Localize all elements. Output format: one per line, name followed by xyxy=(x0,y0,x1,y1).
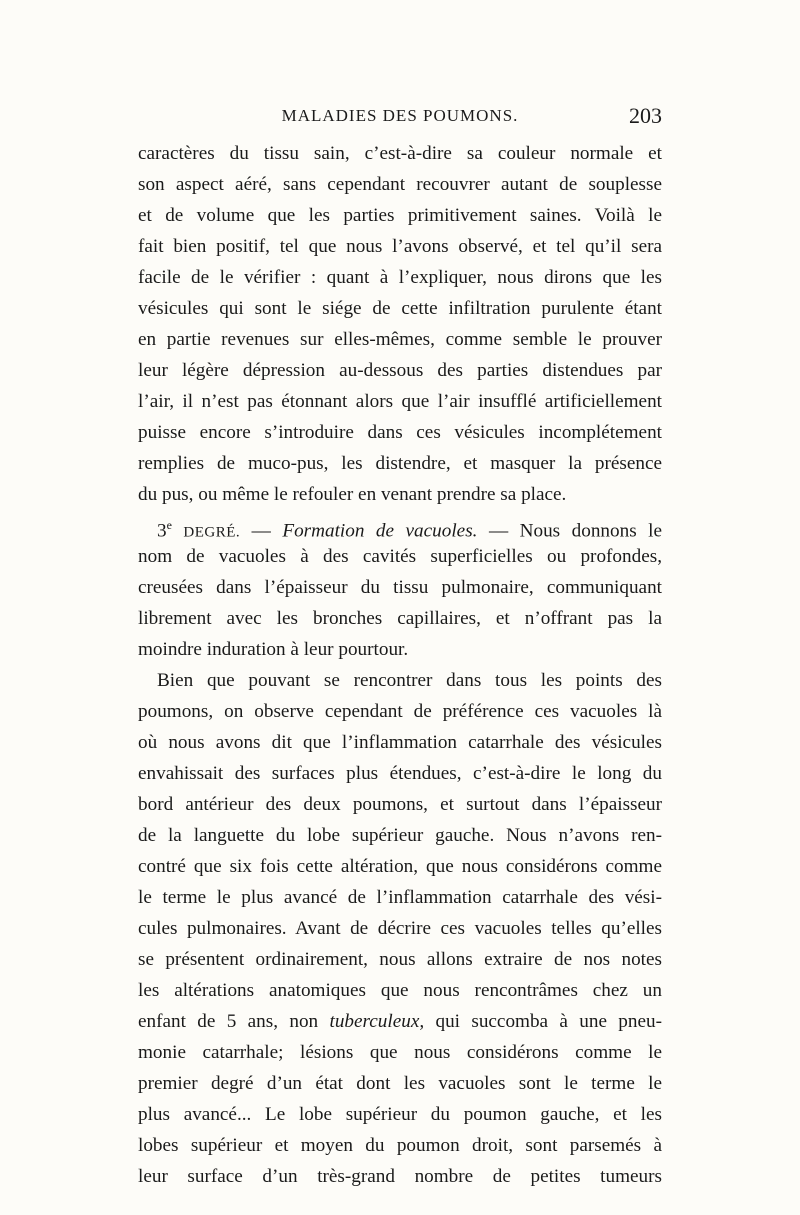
text-line: creusées dans l’épaisseur du tissu pulmonaire, communiquant xyxy=(138,577,662,598)
text-line: caractères du tissu sain, c’est-à-dire sa couleur normale et xyxy=(138,143,662,164)
text-line: librement avec les bronches capillaires, et n’offrant pas la xyxy=(138,608,662,629)
text-line: son aspect aéré, sans cependant recouvrer autant de souplesse xyxy=(138,174,662,195)
text-line: bord antérieur des deux poumons, et surtout dans l’épaisseur xyxy=(138,794,662,815)
text-line: et de volume que les parties primitivement saines. Voilà le xyxy=(138,205,662,226)
running-title: MALADIES DES POUMONS. xyxy=(281,106,519,125)
text-line: leur légère dépression au-dessous des parties distendues par xyxy=(138,360,662,381)
text-segment: qui succomba à une pneu- xyxy=(424,1011,662,1032)
text-line: fait bien positif, tel que nous l’avons observé, et tel qu’il sera xyxy=(138,236,662,257)
text-line: leur surface d’un très-grand nombre de petites tumeurs xyxy=(138,1166,662,1187)
heading-rest: — Nous donnons le xyxy=(477,520,662,541)
heading-dash: — xyxy=(240,520,283,541)
text-line: envahissait des surfaces plus étendues, c’est-à-dire le long du xyxy=(138,763,662,784)
section-heading-line xyxy=(138,510,662,541)
text-line: vésicules qui sont le siége de cette infiltration purulente étant xyxy=(138,298,662,319)
text-line: moindre induration à leur pourtour. xyxy=(138,639,409,660)
text-line: de la languette du lobe supérieur gauche. Nous n’avons ren- xyxy=(138,825,662,846)
text-line: contré que six fois cette altération, que nous considérons comme xyxy=(138,856,662,877)
text-line: monie catarrhale; lésions que nous considérons comme le xyxy=(138,1042,662,1063)
text-line: nom de vacuoles à des cavités superficielles ou profondes, xyxy=(138,546,662,567)
page-header xyxy=(138,103,662,133)
text-line: cules pulmonaires. Avant de décrire ces vacuoles telles qu’elles xyxy=(138,918,662,939)
body-text xyxy=(138,138,662,1192)
text-line: poumons, on observe cependant de préférence ces vacuoles là xyxy=(138,701,662,722)
text-line: le terme le plus avancé de l’inflammation catarrhale des vési- xyxy=(138,887,662,908)
text-line: plus avancé... Le lobe supérieur du poumon gauche, et les xyxy=(138,1104,662,1125)
text-line: du pus, ou même le refouler en venant prendre sa place. xyxy=(138,484,567,505)
text-line: puisse encore s’introduire dans ces vésicules incomplétement xyxy=(138,422,662,443)
italic-term: tuberculeux, xyxy=(329,1011,425,1032)
text-line: se présentent ordinairement, nous allons extraire de nos notes xyxy=(138,949,662,970)
text-line: les altérations anatomiques que nous rencontrâmes chez un xyxy=(138,980,662,1001)
degree-number: 3 xyxy=(157,520,167,541)
text-line-with-italic xyxy=(138,1006,662,1037)
degree-ordinal: e xyxy=(166,518,172,532)
degree-label: DEGRÉ. xyxy=(183,524,241,541)
page-number: 203 xyxy=(629,103,662,128)
text-line: lobes supérieur et moyen du poumon droit, sont parsemés à xyxy=(138,1135,662,1156)
section-title: Formation de vacuoles. xyxy=(282,520,478,541)
text-line: facile de le vérifier : quant à l’expliquer, nous dirons que les xyxy=(138,267,662,288)
text-line: l’air, il n’est pas étonnant alors que l’air insufflé artificiellement xyxy=(138,391,662,412)
text-line: en partie revenues sur elles-mêmes, comme semble le prouver xyxy=(138,329,662,350)
text-segment: enfant de 5 ans, non xyxy=(138,1011,330,1032)
text-line: remplies de muco-pus, les distendre, et masquer la présence xyxy=(138,453,662,474)
text-line: premier degré d’un état dont les vacuoles sont le terme le xyxy=(138,1073,662,1094)
text-line: Bien que pouvant se rencontrer dans tous les points des xyxy=(157,670,662,691)
text-line: où nous avons dit que l’inflammation catarrhale des vésicules xyxy=(138,732,662,753)
